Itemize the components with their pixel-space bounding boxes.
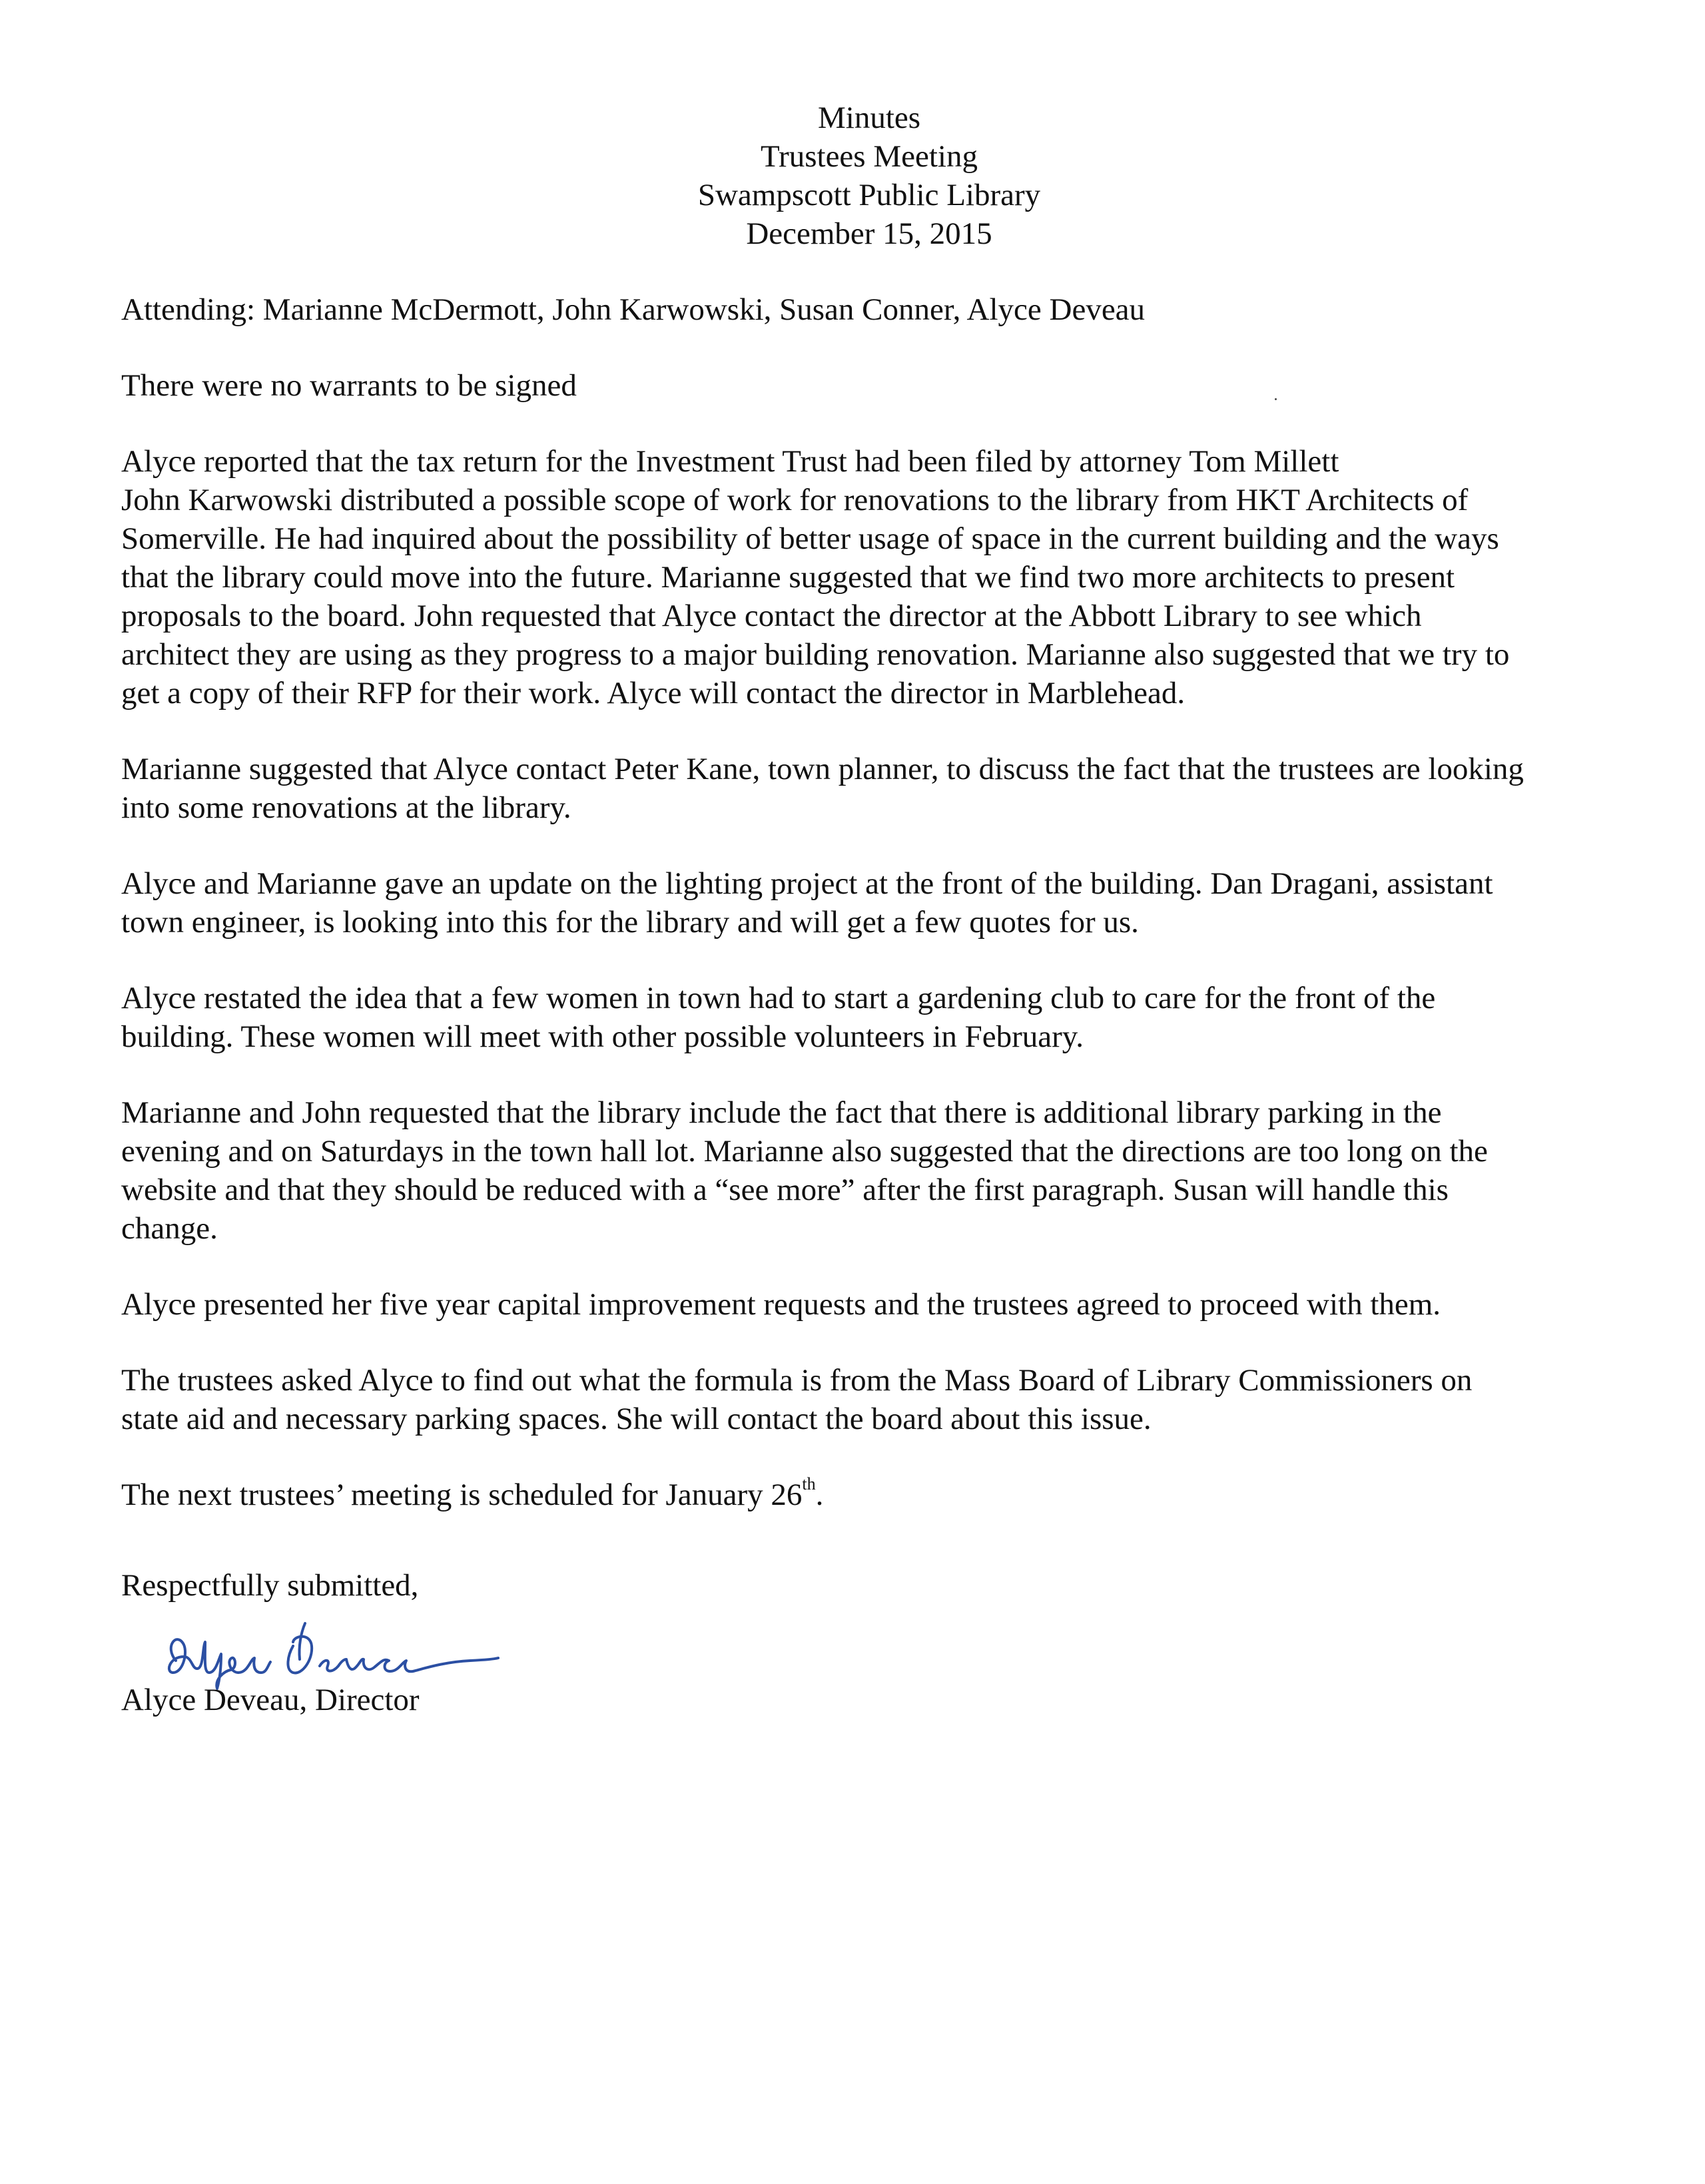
parking-website-paragraph bbox=[121, 1093, 1640, 1248]
closing-line: Respectfully submitted, bbox=[121, 1568, 419, 1603]
signer-name-title: Alyce Deveau, Director bbox=[121, 1683, 420, 1717]
paragraph-line: Alyce restated the idea that a few women in town had to start a gardening club to care for the front of the bbox=[121, 981, 1436, 1015]
next-meeting-paragraph bbox=[121, 1476, 1640, 1514]
lighting-project-paragraph bbox=[121, 864, 1640, 942]
paragraph-line: town engineer, is looking into this for the library and will get a few quotes for us. bbox=[121, 905, 1139, 940]
paragraph-line: John Karwowski distributed a possible scope of work for renovations to the library from HKT Architects of bbox=[121, 483, 1469, 517]
paragraph-line: building. These women will meet with other possible volunteers in February. bbox=[121, 1019, 1084, 1054]
ordinal-suffix: th bbox=[802, 1474, 816, 1494]
header-date: December 15, 2015 bbox=[746, 216, 992, 251]
capital-improvement-paragraph: Alyce presented her five year capital improvement requests and the trustees agreed to proceed with them. bbox=[121, 1287, 1441, 1322]
header-organization: Swampscott Public Library bbox=[697, 178, 1041, 212]
state-aid-paragraph bbox=[121, 1361, 1640, 1438]
paragraph-line: Somerville. He had inquired about the possibility of better usage of space in the current building and the ways bbox=[121, 521, 1499, 556]
paragraph-line: get a copy of their RFP for their work. Alyce will contact the director in Marblehead. bbox=[121, 676, 1186, 710]
paragraph-line: into some renovations at the library. bbox=[121, 790, 571, 825]
paragraph-line: Marianne and John requested that the library include the fact that there is additional library parking in the bbox=[121, 1095, 1442, 1130]
attending-paragraph: Attending: Marianne McDermott, John Karwowski, Susan Conner, Alyce Deveau bbox=[121, 292, 1146, 327]
paragraph-line: change. bbox=[121, 1211, 218, 1246]
next-meeting-end: . bbox=[815, 1478, 824, 1512]
next-meeting-text: The next trustees’ meeting is scheduled for January 26 bbox=[121, 1478, 803, 1512]
warrants-paragraph: There were no warrants to be signed bbox=[121, 368, 577, 403]
paragraph-line: Alyce and Marianne gave an update on the lighting project at the front of the building. Dan Dragani, assistant bbox=[121, 866, 1493, 901]
header-meeting-type: Trustees Meeting bbox=[761, 139, 978, 174]
paragraph-line: proposals to the board. John requested that Alyce contact the director at the Abbott Library to see which bbox=[121, 599, 1422, 633]
paragraph-line: that the library could move into the future. Marianne suggested that we find two more architects to present bbox=[121, 560, 1455, 595]
paragraph-line: architect they are using as they progress to a major building renovation. Marianne also suggested that we try to bbox=[121, 637, 1510, 672]
paragraph-line: Marianne suggested that Alyce contact Peter Kane, town planner, to discuss the fact that the trustees are looking bbox=[121, 752, 1524, 786]
paragraph-line: Alyce reported that the tax return for the Investment Trust had been filed by attorney Tom Millett bbox=[121, 444, 1339, 479]
tax-and-architects-paragraph bbox=[121, 442, 1640, 712]
document-header bbox=[0, 99, 1705, 253]
minutes-body bbox=[121, 290, 1640, 1514]
paragraph-line: website and that they should be reduced with a “see more” after the first paragraph. Susan will handle this bbox=[121, 1173, 1449, 1207]
header-title: Minutes bbox=[817, 101, 921, 135]
paragraph-line: evening and on Saturdays in the town hall lot. Marianne also suggested that the directions are too long on the bbox=[121, 1134, 1488, 1169]
gardening-club-paragraph bbox=[121, 979, 1640, 1056]
paragraph-line: state aid and necessary parking spaces. She will contact the board about this issue. bbox=[121, 1402, 1152, 1436]
paragraph-line: The trustees asked Alyce to find out what the formula is from the Mass Board of Library Commissioners on bbox=[121, 1363, 1473, 1398]
town-planner-paragraph bbox=[121, 750, 1640, 827]
